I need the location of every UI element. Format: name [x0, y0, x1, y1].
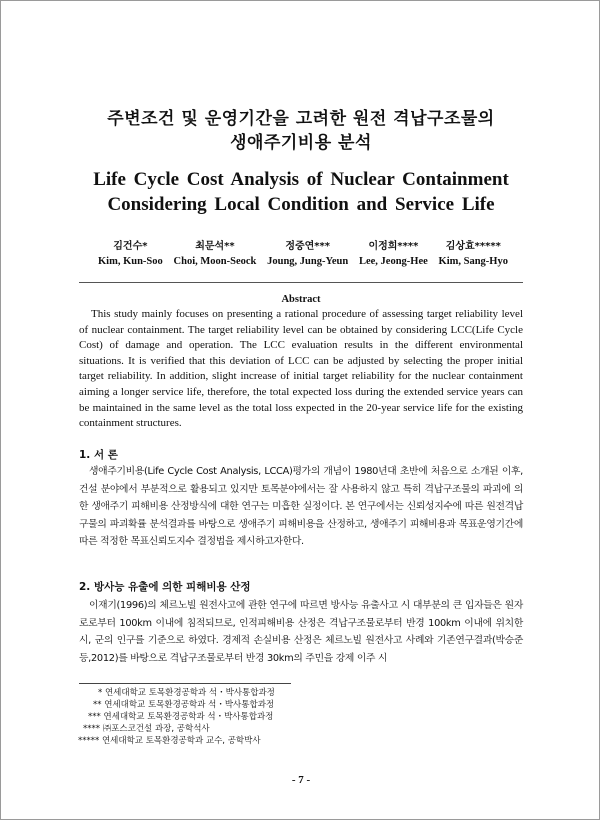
- section-2-heading: 2. 방사능 유출에 의한 피해비용 산정: [79, 581, 251, 593]
- author-list: [98, 239, 508, 269]
- footnote-divider: [79, 683, 291, 684]
- section-2-text: 이재기(1996)의 체르노빌 원전사고에 관한 연구에 따르면 방사능 유출사고 시 대부분의 큰 입자들은 원자로로부터 100km 이내에 침적되므로, 인적피해비용 산정은 격납구조물로부터 반경 100km 이내에 위치한 시, 군의 인구를 기준으로 하였다. 경제적 손실비용 산정은 체르노빌 원전사고 사례와 기존연구결과(박승준 등,2012)를 바탕으로 격납구조물로부터 반경 30km의 주민을 강제 이주 시: [79, 600, 523, 664]
- author: [174, 239, 257, 269]
- author-name-english: Choi, Moon-Seock: [173, 256, 257, 267]
- author-name-english: Kim, Kun-Soo: [98, 256, 163, 267]
- author-name-english: Joung, Jung-Yeun: [267, 256, 349, 267]
- abstract-text: This study mainly focuses on presenting a rational procedure of assessing target reliability level of nuclear containment. The target reliability level can be obtained by considering LCC(Life Cycle Cost) of damage and operation. The LCC evaluation results in the different environmental situations. It is verified that this deviation of LCC can be adjusted by selecting the proper initial target reliability. In addition, slight increase of initial target reliability for the nuclear containment aiming a longer service life, therefore, the total expected loss during the extended service years can be maintained in the same level as the total loss expected in the 20-year service life for the existing containment structures.: [79, 308, 523, 430]
- title-korean-line-1: 주변조건 및 운영기간을 고려한 원전 격납구조물의: [107, 109, 495, 129]
- footnote: ** 연세대학교 토목환경공학과 석・박사통합과정: [93, 700, 275, 710]
- title-english-line-1: Life Cycle Cost Analysis of Nuclear Containment: [93, 169, 509, 190]
- title-english-line-2: Considering Local Condition and Service Life: [107, 194, 495, 215]
- abstract-heading: Abstract: [281, 294, 321, 305]
- author: [439, 239, 508, 269]
- author: [267, 239, 348, 269]
- footnote: *** 연세대학교 토목환경공학과 석・박사통합과정: [88, 712, 274, 722]
- section-1-heading: 1. 서 론: [79, 449, 118, 461]
- title-korean-line-2: 생애주기비용 분석: [230, 133, 372, 153]
- footnote: * 연세대학교 토목환경공학과 석・박사통합과정: [98, 688, 275, 698]
- author-divider: [79, 282, 523, 283]
- page-number: - 7 -: [291, 774, 311, 786]
- author: [98, 239, 163, 269]
- author-name-korean: 이정희****: [368, 241, 419, 252]
- author-name-korean: 최문석**: [195, 241, 235, 252]
- footnote: **** ㈜포스코건설 과장, 공학석사: [83, 724, 210, 734]
- author-name-korean: 정중연***: [285, 241, 330, 252]
- footnote: ***** 연세대학교 토목환경공학과 교수, 공학박사: [78, 736, 261, 746]
- author: [359, 239, 428, 269]
- author-name-korean: 김상효*****: [445, 241, 501, 252]
- author-name-korean: 김건수*: [113, 241, 148, 252]
- author-name-english: Lee, Jeong-Hee: [358, 256, 428, 267]
- section-1-text: 생애주기비용(Life Cycle Cost Analysis, LCCA)평가의 개념이 1980년대 초반에 처음으로 소개된 이후, 건설 분야에서 부분적으로 활용되고 있지만 토목분야에서는 잘 사용하지 않고 특히 격납구조물의 파괴에 의한 생애주기 피해비용 산정방식에 대한 연구는 미흡한 실정이다. 본 연구에서는 신뢰성지수에 따른 원전격납구물의 파괴확률 분석결과를 바탕으로 생애주기 피해비용을 산정하고, 생애주기 피해비용과 목표운영기간에 따른 적정한 목표신뢰도지수 결정법을 제시하고자한다.: [79, 466, 523, 547]
- author-name-english: Kim, Sang-Hyo: [438, 256, 508, 267]
